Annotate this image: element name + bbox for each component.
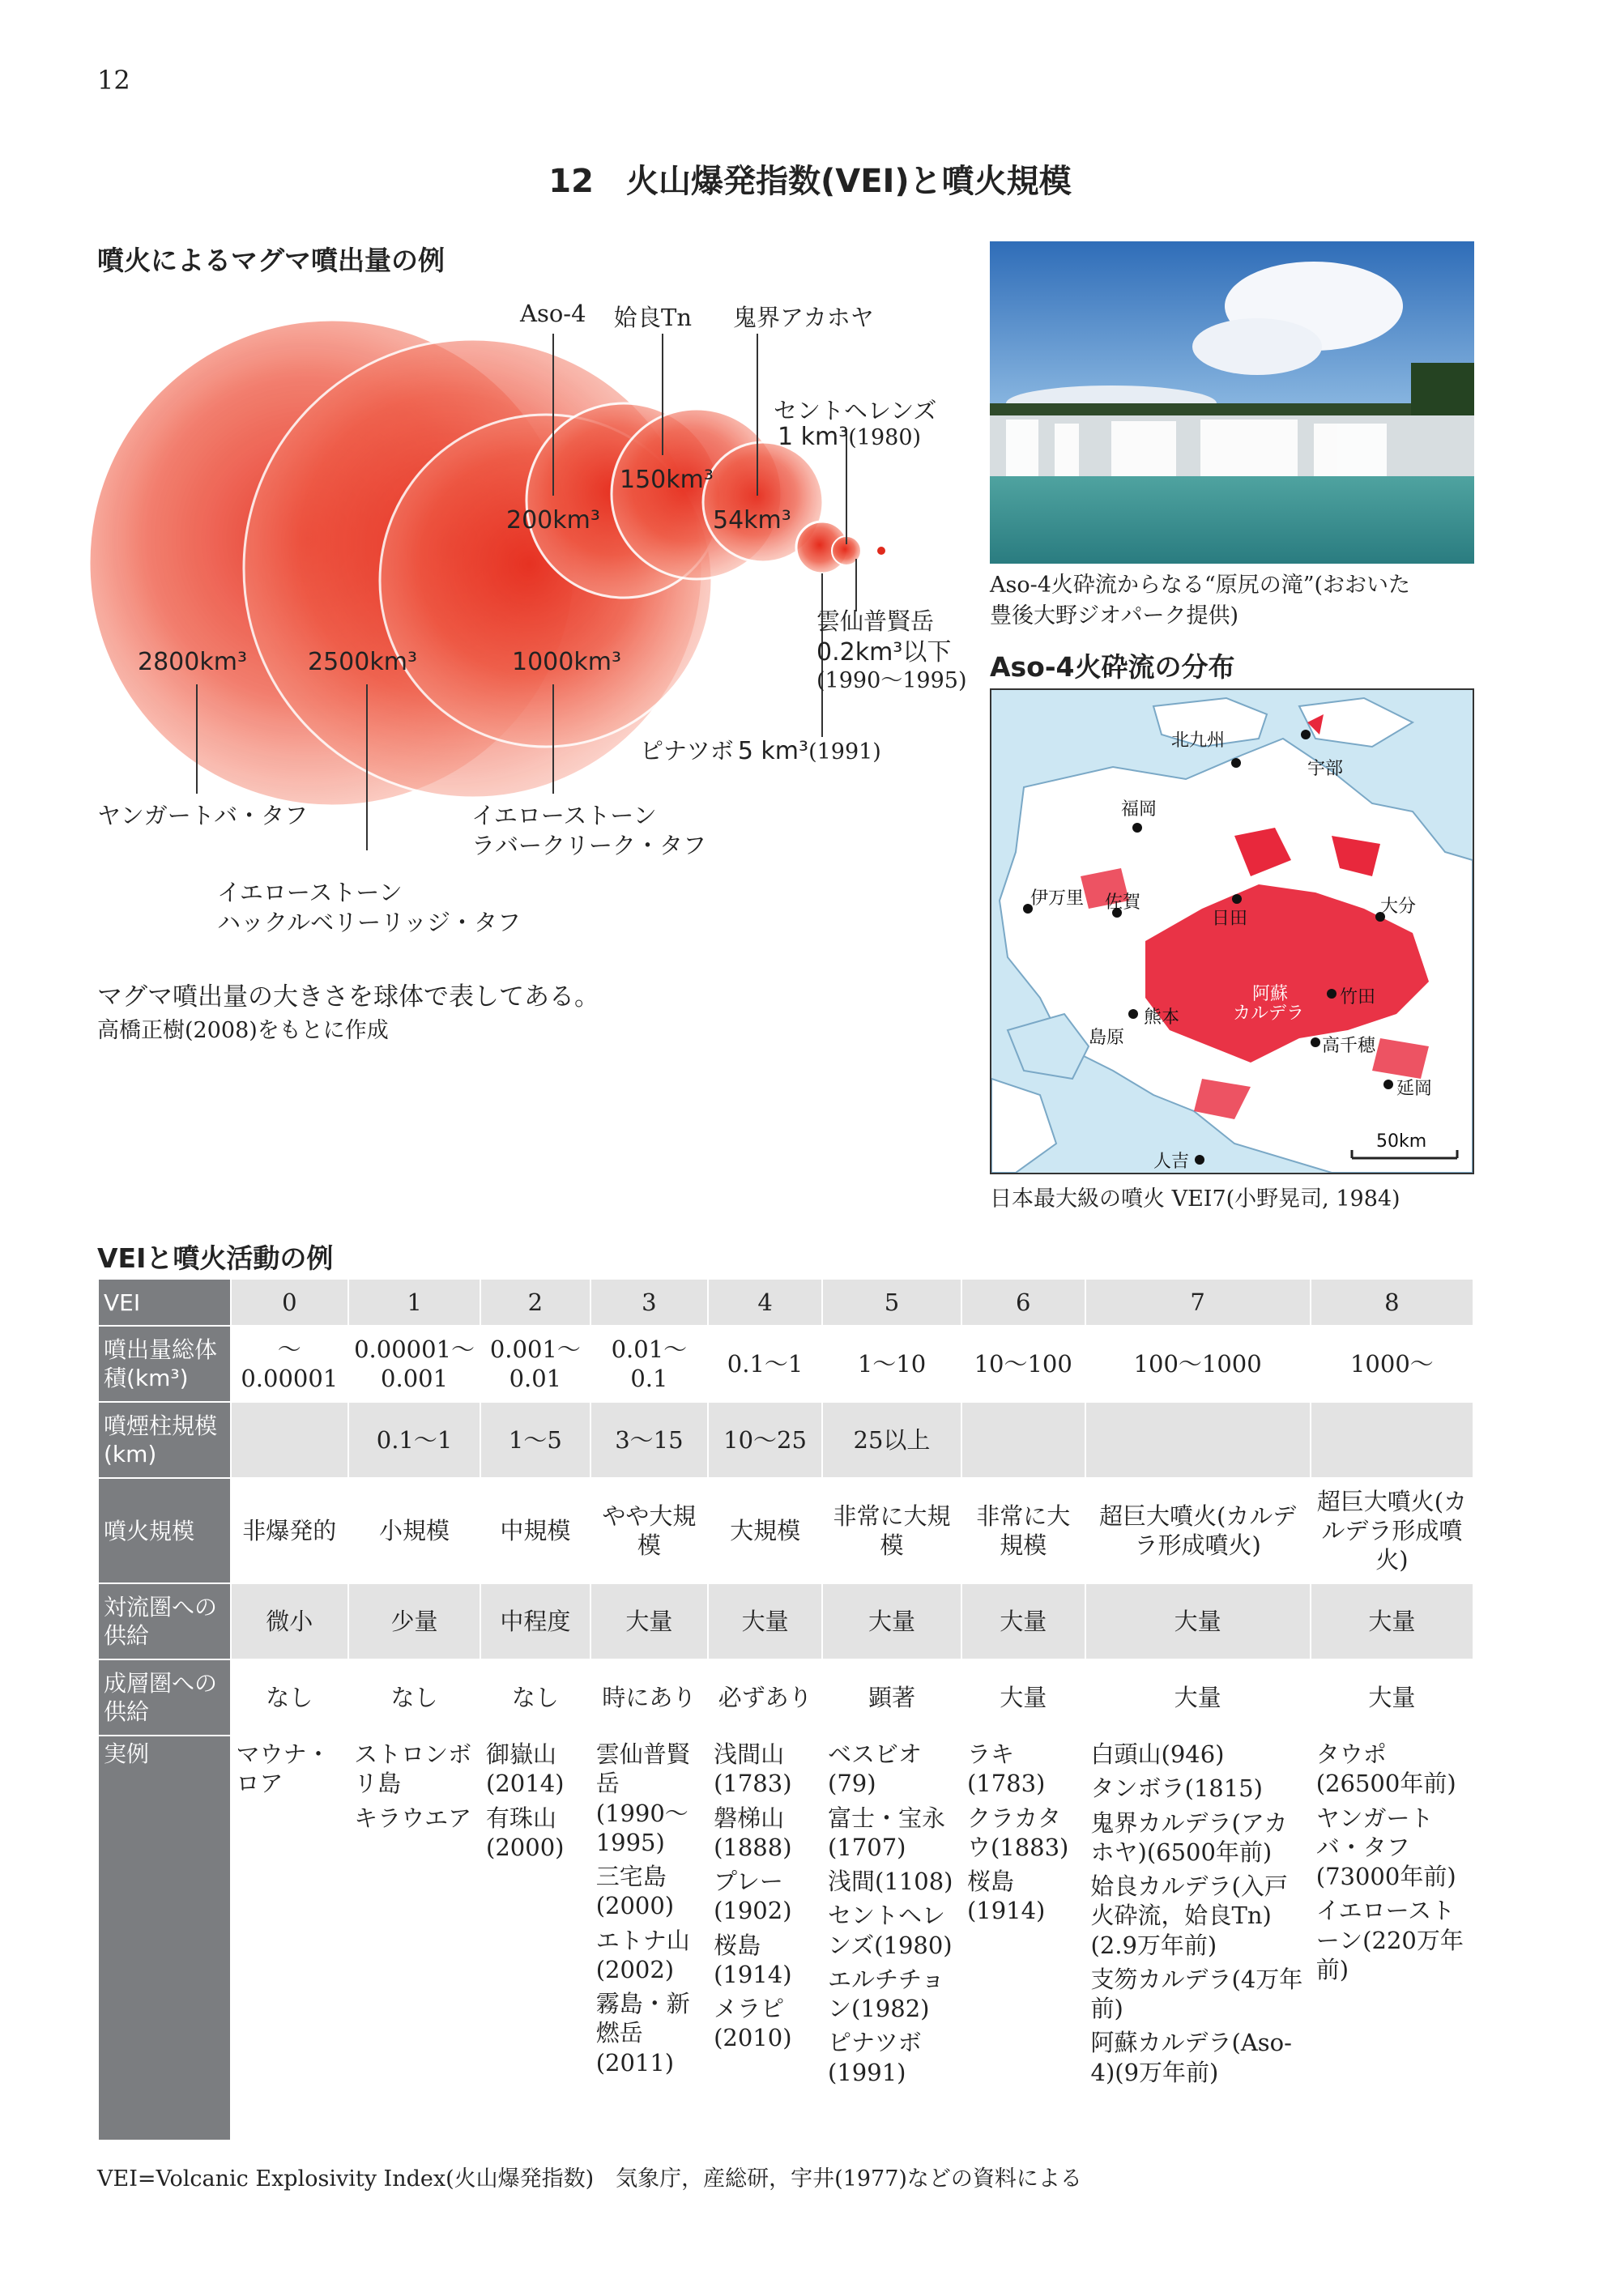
bubble-note: マグマ噴出量の大きさを球体で表してある。 [97,982,599,1012]
volume-0: 〜0.00001 [231,1326,349,1402]
example-item: 霧島・新燃岳(2011) [595,1990,690,2077]
tropo-1: 少量 [348,1583,480,1659]
label-young-toba-tuff: ヤンガートバ・タフ [97,802,309,829]
example-item: クラカタウ(1883) [966,1804,1069,1861]
example-item: 支笏カルデラ(4万年前) [1090,1965,1303,2022]
example-item: イエローストーン(220万年前) [1315,1897,1464,1983]
column-8 [1311,1402,1473,1478]
strato-0: なし [231,1659,349,1736]
column-7 [1085,1402,1311,1478]
example-item: 鬼界カルデラ(アカホヤ)(6500年前) [1090,1808,1288,1866]
city-imari: 伊万里 [1030,888,1085,909]
year-unzen: (1990〜1995) [816,668,967,693]
example-item: ストロンボリ島 [354,1740,472,1798]
column-3: 3〜15 [590,1402,708,1478]
scale-2: 中規模 [480,1478,590,1583]
example-item: 有珠山(2000) [486,1804,565,1861]
scale-5: 非常に大規模 [822,1478,961,1583]
example-item: 姶良カルデラ(入戸火砕流，姶良Tn)(2.9万年前) [1090,1872,1288,1959]
scale-4: 大規模 [708,1478,822,1583]
example-item: プレー(1902) [714,1868,792,1925]
strato-4: 必ずあり [708,1659,822,1736]
city-oita: 大分 [1380,897,1417,917]
volume-lava-creek: 1000km³ [512,648,621,676]
scale-1: 小規模 [348,1478,480,1583]
vei-table [97,1278,1474,2141]
vei-7: 7 [1085,1279,1311,1326]
example-item: タンボラ(1815) [1090,1774,1263,1803]
city-kitakyushu: 北九州 [1171,731,1226,751]
label-aira-tn: 姶良Tn [614,304,693,331]
example-item: 桜島(1914) [966,1868,1046,1925]
volume-kikai: 54km³ [713,506,791,535]
row-header-volume: 噴出量総体積(km³) [98,1326,231,1402]
volume-1: 0.00001〜0.001 [348,1326,480,1402]
volume-aira: 150km³ [620,466,714,494]
volume-3: 0.01〜0.1 [590,1326,708,1402]
tropo-7: 大量 [1085,1583,1311,1659]
row-header-tropo: 対流圏への供給 [98,1583,231,1659]
label-lava-creek-1: イエローストーン [471,802,657,829]
volume-unzen: 0.2km³以下 [816,638,952,667]
row-header-vei: VEI [98,1279,231,1326]
example-item: ヤンガートバ・タフ(73000年前) [1315,1804,1456,1890]
vei-8: 8 [1311,1279,1473,1326]
example-item: ベスビオ(79) [828,1740,923,1798]
scale-3: やや大規模 [590,1478,708,1583]
st-helens-volume-line [778,423,921,451]
city-saga: 佐賀 [1105,892,1141,913]
examples-2 [480,1736,590,2141]
city-hita: 日田 [1212,909,1248,929]
example-item: マウナ・ロア [236,1740,330,1798]
map-scale-label: 50km [1376,1131,1427,1152]
column-5: 25以上 [822,1402,961,1478]
strato-3: 時にあり [590,1659,708,1736]
row-examples [98,1736,1473,2141]
strato-6: 大量 [961,1659,1085,1736]
city-fukuoka: 福岡 [1121,799,1157,820]
example-item: エトナ山(2002) [595,1926,690,1983]
example-item: エルチチョン(1982) [828,1965,945,2022]
example-item: 雲仙普賢岳(1990〜1995) [595,1740,690,1856]
scale-7: 超巨大噴火(カルデラ形成噴火) [1085,1478,1311,1583]
example-item: 浅間(1108) [828,1868,953,1895]
tropo-8: 大量 [1311,1583,1473,1659]
example-item: メラピ(2010) [714,1995,792,2052]
examples-0 [231,1736,349,2141]
examples-7 [1085,1736,1311,2141]
city-kumamoto: 熊本 [1144,1007,1180,1028]
bubble-source: 高橋正樹(2008)をもとに作成 [97,1018,389,1043]
volume-7: 100〜1000 [1085,1326,1311,1402]
page-number: 12 [97,65,130,96]
example-item: 磐梯山(1888) [714,1804,792,1861]
examples-5 [822,1736,961,2141]
city-hitoyoshi: 人吉 [1153,1152,1190,1172]
scale-0: 非爆発的 [231,1478,349,1583]
example-item: 桜島(1914) [714,1931,792,1988]
column-1: 0.1〜1 [348,1402,480,1478]
city-aso-2: カルデラ [1233,1003,1305,1024]
table-footnote: VEI=Volcanic Explosivity Index(火山爆発指数) 気象庁，産総研，宇井(1977)などの資料による [97,2166,1082,2192]
st-helens-volume: 1 km³ [778,423,849,451]
row-header-scale: 噴火規模 [98,1478,231,1583]
waterfall-photo [990,241,1474,564]
sphere-unzen [877,547,885,555]
city-takachiho: 高千穂 [1322,1036,1376,1056]
column-6 [961,1402,1085,1478]
st-helens-year: (1980) [848,425,922,450]
map-heading: Aso-4火砕流の分布 [990,651,1235,683]
photo-caption-1: Aso-4火砕流からなる“原尻の滝”(おおいた [990,573,1411,598]
city-taketa: 竹田 [1340,987,1376,1007]
strato-5: 顕著 [822,1659,961,1736]
tropo-2: 中程度 [480,1583,590,1659]
label-huckleberry-2: ハックルベリーリッジ・タフ [217,909,521,936]
vei-5: 5 [822,1279,961,1326]
column-4: 10〜25 [708,1402,822,1478]
vei-3: 3 [590,1279,708,1326]
photo-caption-2: 豊後大野ジオパーク提供) [990,603,1238,628]
row-column-height [98,1402,1473,1478]
row-eruption-scale [98,1478,1473,1583]
row-header-column: 噴煙柱規模(km) [98,1402,231,1478]
magma-section-heading: 噴火によるマグマ噴出量の例 [97,245,445,276]
column-0 [231,1402,349,1478]
examples-1 [348,1736,480,2141]
example-item: ラキ(1783) [966,1740,1046,1798]
vei-4: 4 [708,1279,822,1326]
volume-aso4: 200km³ [506,506,600,535]
label-pinatubo: ピナツボ [640,737,734,765]
label-st-helens: セントヘレンズ [774,397,937,424]
label-lava-creek-2: ラバークリーク・タフ [471,832,707,859]
example-item: 富士・宝永(1707) [828,1804,946,1861]
strato-7: 大量 [1085,1659,1311,1736]
example-item: ピナツボ(1991) [828,2029,922,2086]
vei-2: 2 [480,1279,590,1326]
strato-1: なし [348,1659,480,1736]
example-item: 白頭山(946) [1090,1740,1225,1768]
tropo-0: 微小 [231,1583,349,1659]
row-vei [98,1279,1473,1326]
volume-8: 1000〜 [1311,1326,1473,1402]
row-stratosphere [98,1659,1473,1736]
example-item: タウポ(26500年前) [1315,1740,1456,1798]
tropo-6: 大量 [961,1583,1085,1659]
city-nobeoka: 延岡 [1396,1079,1433,1099]
example-item: 浅間山(1783) [714,1740,792,1798]
label-aso4: Aso-4 [520,300,586,327]
volume-2: 0.001〜0.01 [480,1326,590,1402]
example-item: 阿蘇カルデラ(Aso-4)(9万年前) [1090,2029,1292,2086]
scale-6: 非常に大規模 [961,1478,1085,1583]
aso4-distribution-map [990,688,1474,1174]
tropo-3: 大量 [590,1583,708,1659]
volume-5: 1〜10 [822,1326,961,1402]
vei-0: 0 [231,1279,349,1326]
volume-4: 0.1〜1 [708,1326,822,1402]
vei-6: 6 [961,1279,1085,1326]
pinatubo-label-line [640,733,881,766]
example-item: 御嶽山(2014) [486,1740,565,1798]
scale-8: 超巨大噴火(カルデラ形成噴火) [1311,1478,1473,1583]
examples-4 [708,1736,822,2141]
city-ube: 宇部 [1307,759,1344,779]
city-shimabara: 島原 [1089,1028,1125,1048]
row-header-examples: 実例 [98,1736,231,2141]
volume-young-toba: 2800km³ [138,648,247,676]
year-pinatubo: (1991) [808,739,881,765]
tropo-4: 大量 [708,1583,822,1659]
volume-huckleberry: 2500km³ [308,648,417,676]
examples-8 [1311,1736,1473,2141]
map-caption: 日本最大級の噴火 VEI7(小野晃司, 1984) [990,1186,1400,1212]
label-unzen: 雲仙普賢岳 [816,607,935,635]
example-item: キラウエア [354,1804,472,1832]
vei-1: 1 [348,1279,480,1326]
strato-8: 大量 [1311,1659,1473,1736]
table-heading: VEIと噴火活動の例 [97,1242,334,1274]
row-volume [98,1326,1473,1402]
example-item: セントヘレンズ(1980) [828,1902,953,1959]
page-title: 12 火山爆発指数(VEI)と噴火規模 [548,163,1072,200]
column-2: 1〜5 [480,1402,590,1478]
row-header-strato: 成層圏への供給 [98,1659,231,1736]
label-kikai-akahoya: 鬼界アカホヤ [733,304,874,331]
examples-3 [590,1736,708,2141]
strato-2: なし [480,1659,590,1736]
volume-pinatubo: 5 km³ [737,737,809,765]
city-aso-1: 阿蘇 [1252,984,1289,1004]
label-huckleberry-1: イエローストーン [217,879,403,906]
volume-6: 10〜100 [961,1326,1085,1402]
examples-6 [961,1736,1085,2141]
example-item: 三宅島(2000) [595,1863,675,1920]
row-troposphere [98,1583,1473,1659]
tropo-5: 大量 [822,1583,961,1659]
